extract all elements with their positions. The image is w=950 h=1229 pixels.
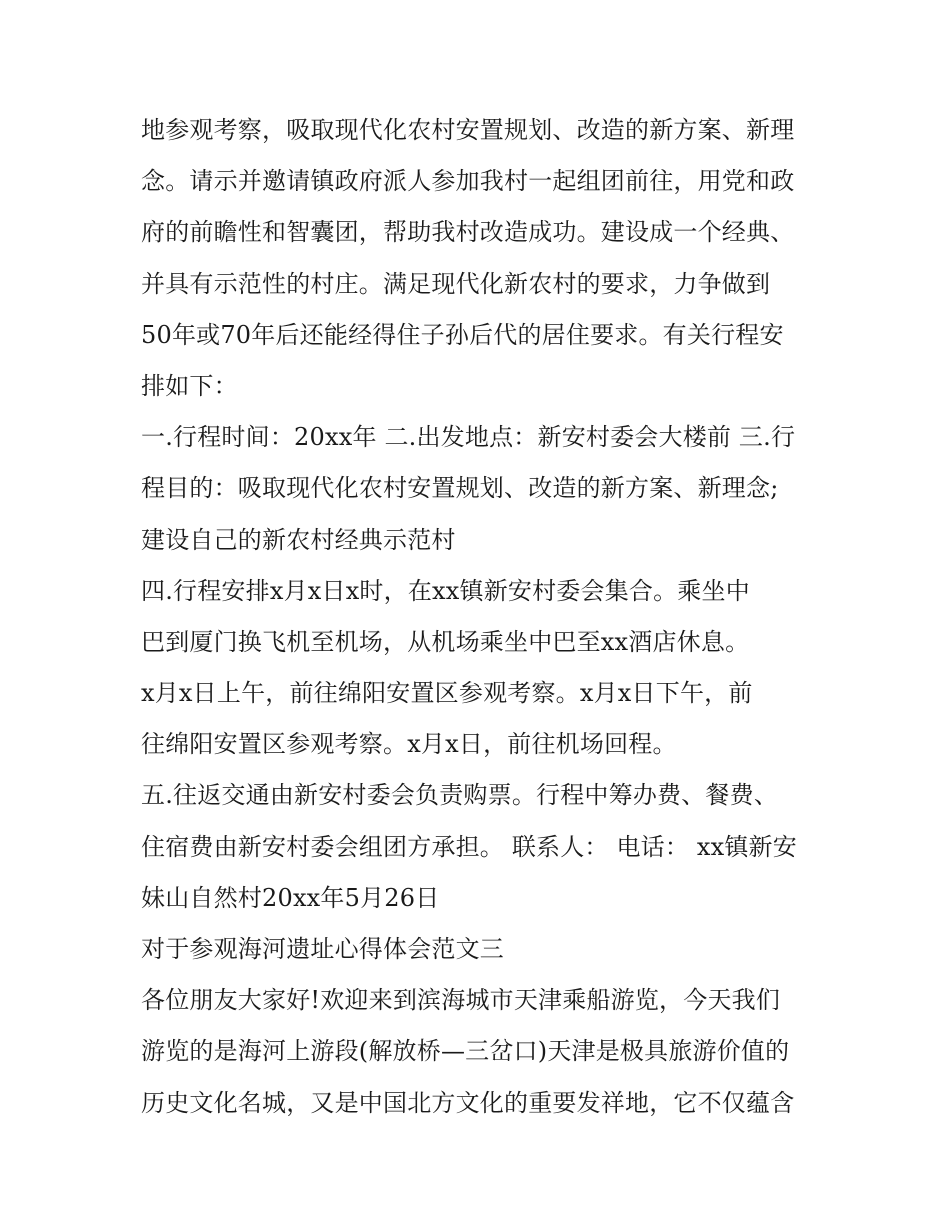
text-line: 念。请示并邀请镇政府派人参加我村一起组团前往，用党和政 xyxy=(141,167,795,196)
section-heading: 对于参观海河遗址心得体会范文三 xyxy=(141,935,504,963)
text-line: 府的前瞻性和智囊团，帮助我村改造成功。建设成一个经典、 xyxy=(141,218,795,247)
text-line: 50年或70年后还能经得住子孙后代的居住要求。有关行程安 xyxy=(141,320,784,349)
text-line: 往绵阳安置区参观考察。x月x日，前往机场回程。 xyxy=(141,730,677,759)
text-line: 地参观考察，吸取现代化农村安置规划、改造的新方案、新理 xyxy=(141,116,795,144)
text-line: 程目的：吸取现代化农村安置规划、改造的新方案、新理念; xyxy=(141,474,779,503)
document-body xyxy=(141,105,821,1129)
text-line: 巴到厦门换飞机至机场，从机场乘坐中巴至xx酒店休息。 xyxy=(141,627,750,656)
text-line: 各位朋友大家好!欢迎来到滨海城市天津乘船游览，今天我们 xyxy=(141,986,781,1015)
text-line: 建设自己的新农村经典示范村 xyxy=(141,525,456,554)
text-line: 五.往返交通由新安村委会负责购票。行程中筹办费、餐费、 xyxy=(141,781,779,810)
text-line: 妹山自然村20xx年5月26日 xyxy=(141,883,440,912)
text-line: 一.行程时间：20xx年 二.出发地点：新安村委会大楼前 三.行 xyxy=(141,423,796,452)
text-line: 排如下： xyxy=(141,371,238,400)
text-line: 住宿费由新安村委会组团方承担。 联系人： 电话： xx镇新安 xyxy=(141,832,797,861)
text-line: 历史文化名城，又是中国北方文化的重要发祥地，它不仅蕴含 xyxy=(141,1088,795,1117)
text-line: 游览的是海河上游段(解放桥—三岔口)天津是极具旅游价值的 xyxy=(141,1037,790,1066)
text-line: 并具有示范性的村庄。满足现代化新农村的要求，力争做到 xyxy=(141,269,771,298)
text-line: 四.行程安排x月x日x时，在xx镇新安村委会集合。乘坐中 xyxy=(141,576,750,605)
text-line: x月x日上午，前往绵阳安置区参观考察。x月x日下午，前 xyxy=(141,679,753,708)
